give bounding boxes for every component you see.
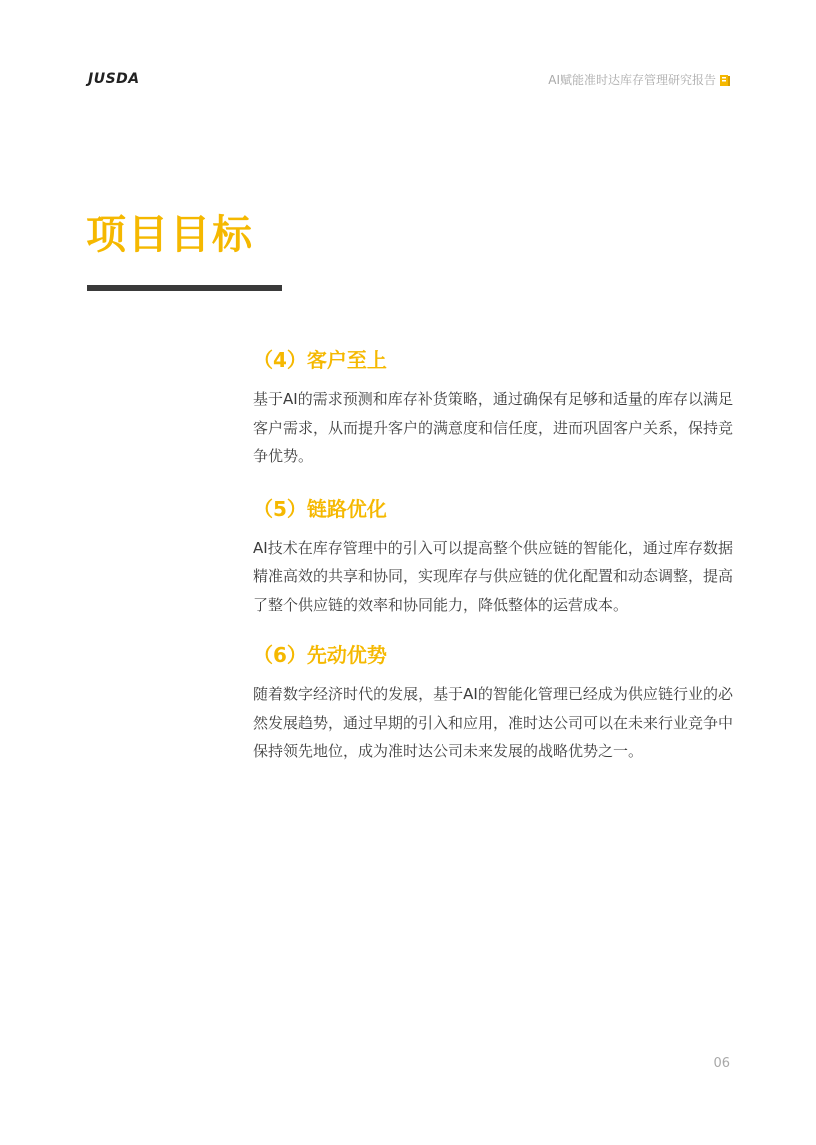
- page-title: 项目目标: [86, 212, 254, 258]
- report-title: AI赋能准时达库存管理研究报告: [548, 73, 716, 87]
- section-heading: （4）客户至上: [253, 348, 387, 372]
- section-customer-first: [253, 343, 733, 471]
- main-content: [253, 343, 733, 766]
- section-chain-optimization: [253, 492, 733, 620]
- report-header: [548, 72, 730, 88]
- title-underline: [87, 285, 282, 291]
- book-icon: [720, 75, 730, 86]
- section-body: 随着数字经济时代的发展，基于AI的智能化管理已经成为供应链行业的必然发展趋势，通过早期的引入和应用，准时达公司可以在未来行业竞争中保持领先地位，成为准时达公司未来发展的战略优势之一。: [253, 685, 734, 760]
- section-first-mover-advantage: [253, 638, 733, 766]
- section-body: AI技术在库存管理中的引入可以提高整个供应链的智能化，通过库存数据精准高效的共享和协同，实现库存与供应链的优化配置和动态调整，提高了整个供应链的效率和协同能力，降低整体的运营成本。: [253, 538, 734, 614]
- section-heading: （5）链路优化: [253, 496, 387, 521]
- section-heading: （6）先动优势: [253, 643, 387, 667]
- section-body: 基于AI的需求预测和库存补货策略，通过确保有足够和适量的库存以满足客户需求，从而提升客户的满意度和信任度，进而巩固客户关系，保持竞争优势。: [253, 390, 734, 465]
- jusda-logo: JUSDA: [88, 71, 140, 87]
- page-number: 06: [713, 1056, 730, 1071]
